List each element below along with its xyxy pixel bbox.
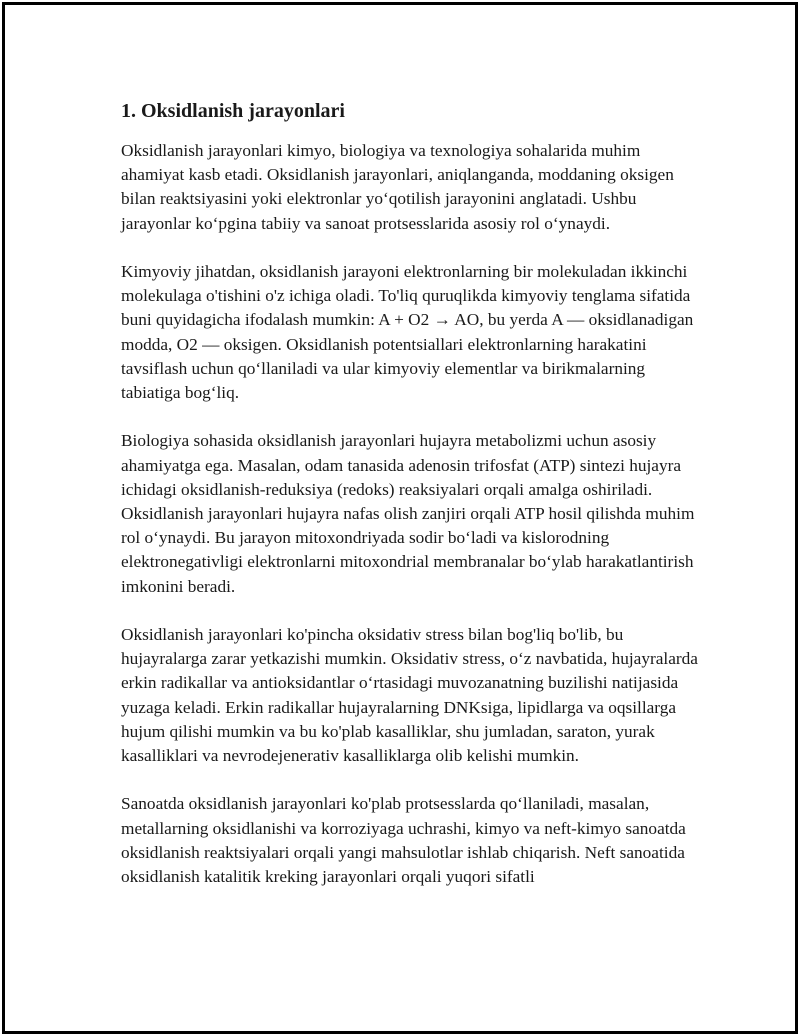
paragraph-intro: Oksidlanish jarayonlari kimyo, biologiya va texnologiya sohalarida muhim ahamiyat kasb etadi. Oksidlanish jarayonlari, aniqlanganda, moddaning oksigen bilan reaktsiyasini yoki elektronlar yo‘qotilish jarayonini anglatadi. Ushbu jarayonlar ko‘pgina tabiiy va sanoat protsesslarida asosiy rol o‘ynaydi. xyxy=(121,141,674,233)
paragraph-oxidative-stress: Oksidlanish jarayonlari ko'pincha oksidativ stress bilan bog'liq bo'lib, bu hujayralarga zarar yetkazishi mumkin. Oksidativ stress, o‘z navbatida, hujayralarda erkin radikallar va antioksidantlar o‘rtasidagi muvozanatning buzilishi natijasida yuzaga keladi. Erkin radikallar hujayralarning DNKsiga, lipidlarga va oqsillarga hujum qilishi mumkin va bu ko'plab kasalliklar, shu jumladan, saraton, yurak kasalliklari va nevrodejenerativ kasalliklarga olib kelishi mumkin. xyxy=(121,625,698,766)
document-body xyxy=(121,97,701,913)
paragraph-industry: Sanoatda oksidlanish jarayonlari ko'plab protsesslarda qo‘llaniladi, masalan, metallarning oksidlanishi va korroziyaga uchrashi, kimyo va neft-kimyo sanoatda oksidlanish reaktsiyalari orqali yangi mahsulotlar ishlab chiqarish. Neft sanoatida oksidlanish katalitik kreking jarayonlari orqali yuqori sifatli xyxy=(121,794,686,887)
paragraph-biology: Biologiya sohasida oksidlanish jarayonlari hujayra metabolizmi uchun asosiy ahamiyatga ega. Masalan, odam tanasida adenosin trifosfat (ATP) sintezi hujayra ichidagi oksidlanish-reduksiya (redoks) reaksiyalari orqali amalga oshiriladi. Oksidlanish jarayonlari hujayra nafas olish zanjiri orqali ATP hosil qilishda muhim rol o‘ynaydi. Bu jarayon mitoxondriyada sodir bo‘ladi va kislorodning elektronegativligi elektronlarni mitoxondrial membranalar bo‘ylab harakatlantirish imkonini beradi. xyxy=(121,431,695,596)
section-heading: 1. Oksidlanish jarayonlari xyxy=(121,100,345,122)
paragraph-chemistry: Kimyoviy jihatdan, oksidlanish jarayoni elektronlarning bir molekuladan ikkinchi molekulaga o'tishini o'z ichiga oladi. To'liq quruqlikda kimyoviy tenglama sifatida buni quyidagicha ifodalash mumkin: A + O2 → AO, bu yerda A — oksidlanadigan modda, O2 — oksigen. Oksidlanish potentsiallari elektronlarning harakatini tavsiflash uchun qo‘llaniladi va ular kimyoviy elementlar va birikmalarning tabiatiga bog‘liq. xyxy=(121,262,694,403)
page-frame xyxy=(2,2,798,1034)
